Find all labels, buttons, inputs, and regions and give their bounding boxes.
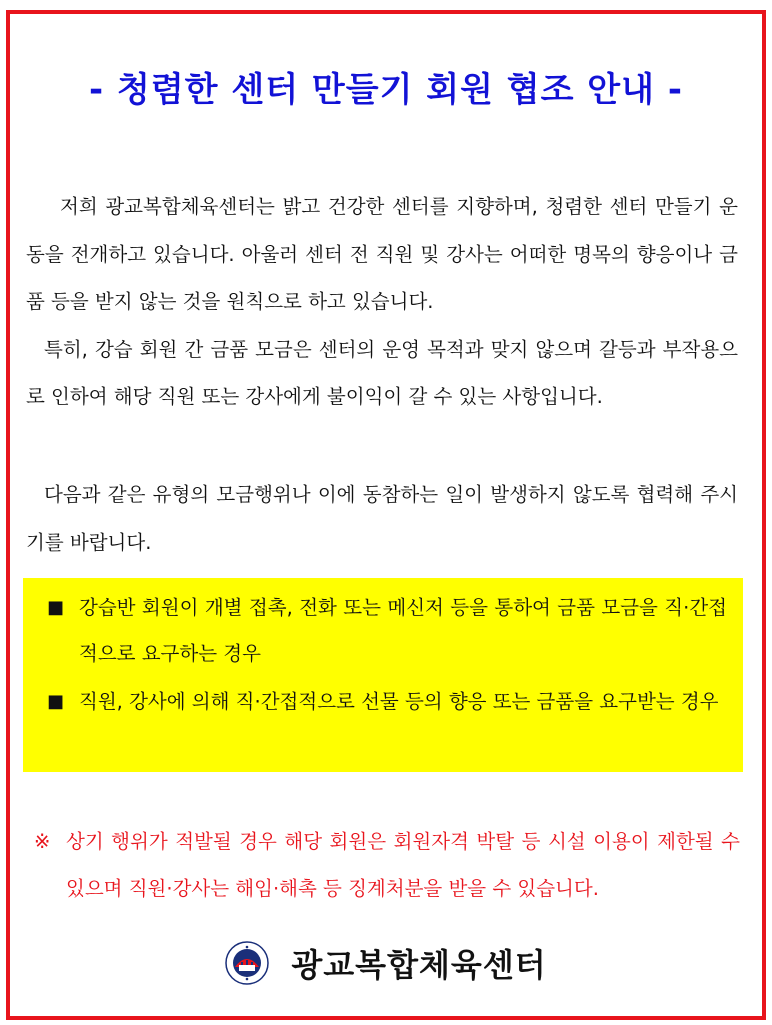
list-item-text: 강습반 회원이 개별 접촉, 전화 또는 메신저 등을 통하여 금품 모금을 직·간접적으로 요구하는 경우	[79, 596, 727, 665]
reference-mark-icon: ※	[34, 830, 51, 853]
square-bullet-icon: ■	[47, 597, 65, 618]
page-title: - 청렴한 센터 만들기 회원 협조 안내 -	[89, 70, 683, 110]
intro-text-block	[26, 183, 738, 421]
request-text-block	[26, 471, 738, 566]
suwon-city-sports-logo-icon	[225, 941, 269, 985]
intro-paragraph-1: 저희 광교복합체육센터는 밝고 건강한 센터를 지향하며, 청렴한 센터 만들기 운동을 전개하고 있습니다. 아울러 센터 전 직원 및 강사는 어떠한 명목의 향응이나 금품 등을 받지 않는 것을 원칙으로 하고 있습니다.	[26, 195, 738, 313]
square-bullet-icon: ■	[47, 691, 65, 712]
list-item-text: 직원, 강사에 의해 직·간접적으로 선물 등의 향응 또는 금품을 요구받는 경우	[79, 690, 719, 713]
list-item	[47, 585, 727, 677]
intro-paragraph-2: 특히, 강습 회원 간 금품 모금은 센터의 운영 목적과 맞지 않으며 갈등과 부작용으로 인하여 해당 직원 또는 강사에게 불이익이 갈 수 있는 사항입니다.	[26, 337, 738, 408]
organization-name: 광교복합체육센터	[291, 946, 547, 984]
penalty-notice-text: 상기 행위가 적발될 경우 해당 회원은 회원자격 박탈 등 시설 이용이 제한될 수 있으며 직원·강사는 해임·해촉 등 징계처분을 받을 수 있습니다.	[66, 830, 740, 900]
intro-paragraph-3: 다음과 같은 유형의 모금행위나 이에 동참하는 일이 발생하지 않도록 협력해 주시기를 바랍니다.	[26, 483, 738, 554]
list-item	[47, 679, 727, 725]
penalty-notice	[34, 818, 740, 912]
footer	[0, 940, 772, 990]
